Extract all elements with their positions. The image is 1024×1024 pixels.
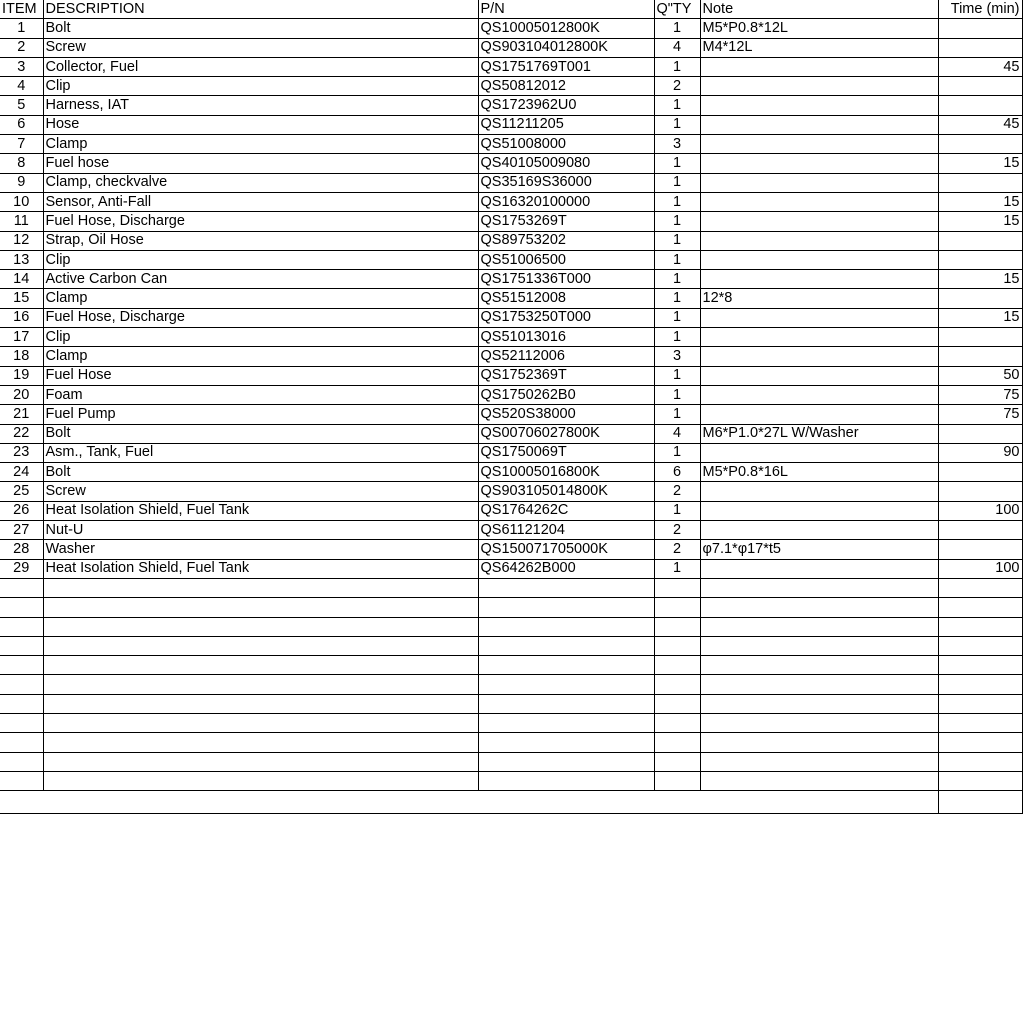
cell-description: Clip <box>43 328 478 347</box>
table-row <box>0 289 1022 308</box>
header-row <box>0 0 1022 19</box>
empty-row <box>0 733 1022 752</box>
empty-row <box>0 752 1022 771</box>
cell-note <box>700 57 938 76</box>
cell-quantity: 1 <box>654 501 700 520</box>
cell-quantity: 1 <box>654 289 700 308</box>
cell-quantity: 1 <box>654 173 700 192</box>
table-body <box>0 19 1022 579</box>
empty-cell <box>700 636 938 655</box>
cell-part-number: QS50812012 <box>478 77 654 96</box>
cell-part-number: QS1753269T <box>478 212 654 231</box>
empty-cell <box>938 656 1022 675</box>
cell-quantity: 1 <box>654 115 700 134</box>
cell-time: 15 <box>938 270 1022 289</box>
empty-cell <box>938 713 1022 732</box>
empty-cell <box>654 578 700 597</box>
cell-description: Active Carbon Can <box>43 270 478 289</box>
cell-note <box>700 96 938 115</box>
empty-cell <box>43 598 478 617</box>
cell-note: M5*P0.8*12L <box>700 19 938 38</box>
table-row <box>0 250 1022 269</box>
cell-quantity: 1 <box>654 57 700 76</box>
cell-time: 90 <box>938 443 1022 462</box>
table-row <box>0 328 1022 347</box>
table-row <box>0 501 1022 520</box>
cell-note <box>700 173 938 192</box>
empty-cell <box>478 598 654 617</box>
cell-part-number: QS10005012800K <box>478 19 654 38</box>
table-row <box>0 19 1022 38</box>
cell-note <box>700 366 938 385</box>
empty-cell <box>654 713 700 732</box>
empty-row <box>0 675 1022 694</box>
empty-row <box>0 694 1022 713</box>
cell-quantity: 1 <box>654 405 700 424</box>
cell-description: Heat Isolation Shield, Fuel Tank <box>43 501 478 520</box>
table-row <box>0 540 1022 559</box>
cell-note <box>700 154 938 173</box>
cell-note: M4*12L <box>700 38 938 57</box>
empty-cell <box>938 771 1022 790</box>
cell-quantity: 4 <box>654 38 700 57</box>
header-description: DESCRIPTION <box>43 0 478 19</box>
empty-cell <box>478 752 654 771</box>
cell-item: 9 <box>0 173 43 192</box>
cell-description: Clip <box>43 77 478 96</box>
cell-time: 15 <box>938 308 1022 327</box>
empty-cell <box>43 656 478 675</box>
empty-cell <box>0 598 43 617</box>
empty-cell <box>0 675 43 694</box>
cell-description: Asm., Tank, Fuel <box>43 443 478 462</box>
cell-item: 15 <box>0 289 43 308</box>
cell-time: 15 <box>938 192 1022 211</box>
empty-row <box>0 636 1022 655</box>
cell-item: 19 <box>0 366 43 385</box>
cell-description: Fuel Hose, Discharge <box>43 308 478 327</box>
header-time: Time (min) <box>938 0 1022 19</box>
empty-row <box>0 656 1022 675</box>
cell-description: Bolt <box>43 19 478 38</box>
empty-cell <box>938 598 1022 617</box>
table-row <box>0 212 1022 231</box>
cell-item: 1 <box>0 19 43 38</box>
table-row <box>0 308 1022 327</box>
cell-description: Harness, IAT <box>43 96 478 115</box>
table-row <box>0 521 1022 540</box>
empty-cell <box>478 675 654 694</box>
empty-row <box>0 713 1022 732</box>
cell-part-number: QS16320100000 <box>478 192 654 211</box>
cell-part-number: QS1753250T000 <box>478 308 654 327</box>
cell-description: Hose <box>43 115 478 134</box>
cell-part-number: QS61121204 <box>478 521 654 540</box>
cell-item: 27 <box>0 521 43 540</box>
empty-cell <box>654 694 700 713</box>
cell-item: 26 <box>0 501 43 520</box>
empty-cell <box>654 675 700 694</box>
table-row <box>0 173 1022 192</box>
cell-description: Clamp, checkvalve <box>43 173 478 192</box>
table-row <box>0 192 1022 211</box>
cell-item: 3 <box>0 57 43 76</box>
cell-time: 15 <box>938 212 1022 231</box>
cell-part-number: QS1750069T <box>478 443 654 462</box>
empty-cell <box>938 578 1022 597</box>
cell-item: 18 <box>0 347 43 366</box>
cell-part-number: QS51512008 <box>478 289 654 308</box>
cell-item: 29 <box>0 559 43 578</box>
cell-note <box>700 328 938 347</box>
cell-time <box>938 424 1022 443</box>
cell-part-number: QS1723962U0 <box>478 96 654 115</box>
cell-time: 45 <box>938 57 1022 76</box>
cell-quantity: 1 <box>654 231 700 250</box>
table-row <box>0 385 1022 404</box>
header-quantity: Q"TY <box>654 0 700 19</box>
table-row <box>0 77 1022 96</box>
table-header <box>0 0 1022 19</box>
empty-cell <box>700 656 938 675</box>
table-row <box>0 424 1022 443</box>
cell-part-number: QS11211205 <box>478 115 654 134</box>
cell-quantity: 1 <box>654 443 700 462</box>
empty-cell <box>478 656 654 675</box>
cell-item: 2 <box>0 38 43 57</box>
blank-rows <box>0 578 1022 790</box>
cell-time <box>938 482 1022 501</box>
cell-time: 75 <box>938 405 1022 424</box>
cell-part-number: QS520S38000 <box>478 405 654 424</box>
empty-cell <box>700 771 938 790</box>
empty-cell <box>938 675 1022 694</box>
empty-cell <box>43 617 478 636</box>
cell-time <box>938 250 1022 269</box>
empty-cell <box>43 694 478 713</box>
cell-note <box>700 521 938 540</box>
table-row <box>0 366 1022 385</box>
cell-note <box>700 482 938 501</box>
empty-cell <box>700 617 938 636</box>
cell-quantity: 4 <box>654 424 700 443</box>
cell-item: 6 <box>0 115 43 134</box>
table-row <box>0 115 1022 134</box>
cell-item: 21 <box>0 405 43 424</box>
empty-cell <box>0 713 43 732</box>
empty-cell <box>478 771 654 790</box>
empty-cell <box>654 752 700 771</box>
empty-cell <box>478 636 654 655</box>
cell-item: 28 <box>0 540 43 559</box>
cell-time: 15 <box>938 154 1022 173</box>
table-row <box>0 231 1022 250</box>
table-row <box>0 270 1022 289</box>
empty-cell <box>43 752 478 771</box>
empty-cell <box>43 636 478 655</box>
cell-note <box>700 559 938 578</box>
cell-part-number: QS35169S36000 <box>478 173 654 192</box>
cell-quantity: 1 <box>654 308 700 327</box>
cell-note <box>700 385 938 404</box>
cell-part-number: QS51006500 <box>478 250 654 269</box>
cell-time: 50 <box>938 366 1022 385</box>
cell-quantity: 2 <box>654 521 700 540</box>
cell-part-number: QS52112006 <box>478 347 654 366</box>
header-item: ITEM <box>0 0 43 19</box>
cell-description: Clamp <box>43 135 478 154</box>
cell-quantity: 1 <box>654 328 700 347</box>
empty-row <box>0 578 1022 597</box>
cell-time: 100 <box>938 559 1022 578</box>
cell-time: 45 <box>938 115 1022 134</box>
cell-item: 23 <box>0 443 43 462</box>
cell-part-number: QS903104012800K <box>478 38 654 57</box>
cell-note <box>700 270 938 289</box>
cell-item: 24 <box>0 463 43 482</box>
cell-quantity: 1 <box>654 192 700 211</box>
cell-time <box>938 289 1022 308</box>
cell-quantity: 2 <box>654 482 700 501</box>
cell-item: 12 <box>0 231 43 250</box>
empty-cell <box>654 598 700 617</box>
total-value <box>938 791 1022 814</box>
empty-cell <box>938 694 1022 713</box>
cell-part-number: QS903105014800K <box>478 482 654 501</box>
cell-part-number: QS1751769T001 <box>478 57 654 76</box>
cell-quantity: 3 <box>654 135 700 154</box>
cell-note <box>700 192 938 211</box>
cell-description: Strap, Oil Hose <box>43 231 478 250</box>
cell-time <box>938 19 1022 38</box>
cell-note <box>700 501 938 520</box>
cell-item: 16 <box>0 308 43 327</box>
cell-item: 13 <box>0 250 43 269</box>
cell-quantity: 1 <box>654 154 700 173</box>
cell-part-number: QS150071705000K <box>478 540 654 559</box>
cell-description: Foam <box>43 385 478 404</box>
cell-note: 12*8 <box>700 289 938 308</box>
cell-time <box>938 96 1022 115</box>
cell-part-number: QS64262B000 <box>478 559 654 578</box>
cell-time: 100 <box>938 501 1022 520</box>
cell-part-number: QS40105009080 <box>478 154 654 173</box>
cell-part-number: QS1751336T000 <box>478 270 654 289</box>
empty-cell <box>700 752 938 771</box>
cell-note <box>700 77 938 96</box>
empty-row <box>0 598 1022 617</box>
empty-row <box>0 617 1022 636</box>
cell-quantity: 1 <box>654 250 700 269</box>
empty-cell <box>654 636 700 655</box>
empty-cell <box>0 636 43 655</box>
total-label <box>0 791 938 814</box>
empty-cell <box>700 598 938 617</box>
cell-quantity: 1 <box>654 96 700 115</box>
cell-description: Fuel Hose <box>43 366 478 385</box>
cell-quantity: 1 <box>654 385 700 404</box>
header-note: Note <box>700 0 938 19</box>
cell-note <box>700 250 938 269</box>
cell-item: 11 <box>0 212 43 231</box>
cell-item: 14 <box>0 270 43 289</box>
empty-cell <box>654 733 700 752</box>
table-row <box>0 135 1022 154</box>
empty-cell <box>43 675 478 694</box>
cell-quantity: 6 <box>654 463 700 482</box>
cell-time <box>938 38 1022 57</box>
empty-cell <box>938 636 1022 655</box>
cell-note <box>700 115 938 134</box>
cell-part-number: QS1752369T <box>478 366 654 385</box>
cell-description: Fuel hose <box>43 154 478 173</box>
cell-note <box>700 405 938 424</box>
cell-item: 17 <box>0 328 43 347</box>
empty-cell <box>700 694 938 713</box>
table-footer <box>0 791 1022 814</box>
cell-part-number: QS51008000 <box>478 135 654 154</box>
cell-part-number: QS00706027800K <box>478 424 654 443</box>
cell-description: Fuel Pump <box>43 405 478 424</box>
cell-item: 10 <box>0 192 43 211</box>
cell-note: φ7.1*φ17*t5 <box>700 540 938 559</box>
cell-note <box>700 212 938 231</box>
cell-part-number: QS89753202 <box>478 231 654 250</box>
empty-cell <box>700 675 938 694</box>
cell-description: Screw <box>43 482 478 501</box>
cell-part-number: QS10005016800K <box>478 463 654 482</box>
cell-item: 20 <box>0 385 43 404</box>
cell-item: 25 <box>0 482 43 501</box>
cell-time <box>938 135 1022 154</box>
cell-description: Clamp <box>43 289 478 308</box>
cell-note <box>700 135 938 154</box>
cell-time: 75 <box>938 385 1022 404</box>
cell-item: 4 <box>0 77 43 96</box>
cell-quantity: 1 <box>654 270 700 289</box>
empty-cell <box>43 733 478 752</box>
cell-item: 22 <box>0 424 43 443</box>
header-part-number: P/N <box>478 0 654 19</box>
cell-time <box>938 77 1022 96</box>
empty-cell <box>43 578 478 597</box>
empty-cell <box>0 578 43 597</box>
cell-quantity: 2 <box>654 77 700 96</box>
table-row <box>0 443 1022 462</box>
table-row <box>0 154 1022 173</box>
empty-cell <box>478 733 654 752</box>
cell-time <box>938 173 1022 192</box>
cell-description: Heat Isolation Shield, Fuel Tank <box>43 559 478 578</box>
cell-quantity: 1 <box>654 212 700 231</box>
cell-item: 7 <box>0 135 43 154</box>
cell-note <box>700 347 938 366</box>
table-row <box>0 38 1022 57</box>
cell-time <box>938 540 1022 559</box>
table-row <box>0 559 1022 578</box>
cell-part-number: QS1750262B0 <box>478 385 654 404</box>
cell-quantity: 3 <box>654 347 700 366</box>
cell-part-number: QS1764262C <box>478 501 654 520</box>
empty-cell <box>478 694 654 713</box>
cell-time <box>938 463 1022 482</box>
cell-part-number: QS51013016 <box>478 328 654 347</box>
empty-cell <box>700 733 938 752</box>
empty-cell <box>478 713 654 732</box>
empty-cell <box>43 713 478 732</box>
cell-description: Sensor, Anti-Fall <box>43 192 478 211</box>
total-row <box>0 791 1022 814</box>
cell-item: 8 <box>0 154 43 173</box>
empty-cell <box>478 578 654 597</box>
empty-cell <box>43 771 478 790</box>
cell-note <box>700 308 938 327</box>
cell-time <box>938 231 1022 250</box>
table-row <box>0 463 1022 482</box>
cell-description: Clip <box>43 250 478 269</box>
cell-note <box>700 231 938 250</box>
table-row <box>0 482 1022 501</box>
cell-description: Collector, Fuel <box>43 57 478 76</box>
empty-cell <box>700 713 938 732</box>
empty-cell <box>0 752 43 771</box>
cell-note <box>700 443 938 462</box>
table-row <box>0 57 1022 76</box>
empty-cell <box>654 656 700 675</box>
table-row <box>0 96 1022 115</box>
cell-description: Screw <box>43 38 478 57</box>
cell-item: 5 <box>0 96 43 115</box>
cell-note: M5*P0.8*16L <box>700 463 938 482</box>
cell-note: M6*P1.0*27L W/Washer <box>700 424 938 443</box>
cell-description: Nut-U <box>43 521 478 540</box>
cell-time <box>938 347 1022 366</box>
empty-cell <box>0 656 43 675</box>
empty-cell <box>938 752 1022 771</box>
cell-description: Clamp <box>43 347 478 366</box>
cell-time <box>938 521 1022 540</box>
empty-cell <box>478 617 654 636</box>
table-row <box>0 347 1022 366</box>
cell-quantity: 1 <box>654 366 700 385</box>
cell-quantity: 1 <box>654 559 700 578</box>
empty-cell <box>938 617 1022 636</box>
empty-cell <box>0 733 43 752</box>
cell-description: Fuel Hose, Discharge <box>43 212 478 231</box>
empty-row <box>0 771 1022 790</box>
cell-quantity: 2 <box>654 540 700 559</box>
empty-cell <box>700 578 938 597</box>
cell-description: Bolt <box>43 463 478 482</box>
empty-cell <box>654 771 700 790</box>
cell-description: Bolt <box>43 424 478 443</box>
empty-cell <box>654 617 700 636</box>
cell-description: Washer <box>43 540 478 559</box>
table-row <box>0 405 1022 424</box>
empty-cell <box>0 771 43 790</box>
empty-cell <box>0 617 43 636</box>
cell-time <box>938 328 1022 347</box>
empty-cell <box>0 694 43 713</box>
empty-cell <box>938 733 1022 752</box>
cell-quantity: 1 <box>654 19 700 38</box>
